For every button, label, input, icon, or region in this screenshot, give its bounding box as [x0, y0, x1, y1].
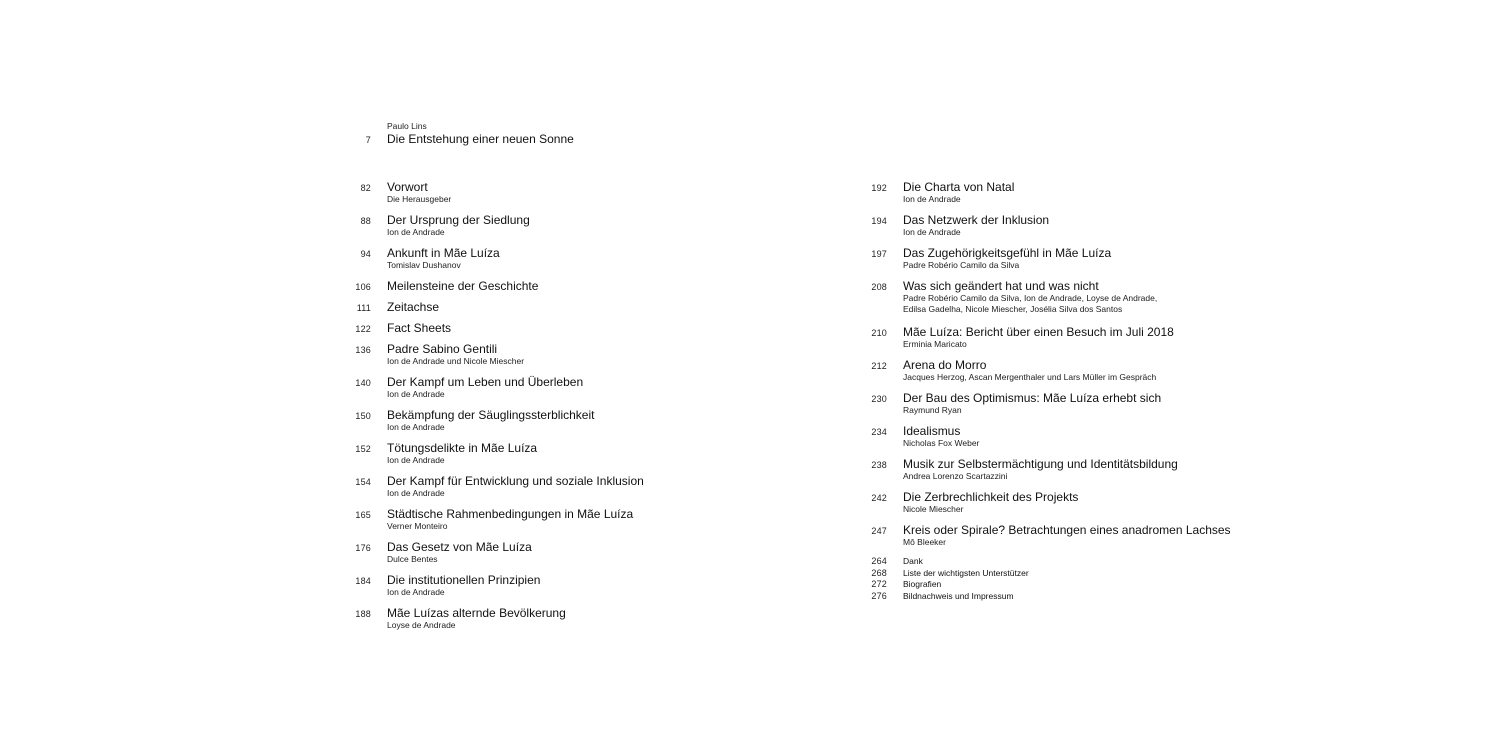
page-number: 208 — [871, 282, 887, 292]
intro-entry — [344, 121, 744, 146]
toc-entry — [860, 391, 1280, 416]
entry-author: Ion de Andrade — [387, 587, 445, 597]
appendix-item — [860, 556, 1280, 568]
toc-entry — [344, 213, 764, 238]
page-number: 197 — [871, 249, 887, 259]
entry-author: Padre Robério Camilo da Silva, Ion de Andrade, Loyse de Andrade, — [903, 293, 1158, 303]
entry-author: Ion de Andrade — [903, 194, 961, 204]
entry-author: Mô Bleeker — [903, 537, 946, 547]
entry-title: Das Zugehörigkeitsgefühl in Mãe Luíza — [903, 246, 1112, 260]
toc-entry — [860, 457, 1280, 482]
page-number: 242 — [871, 493, 887, 503]
entry-title: Bekämpfung der Säuglingssterblichkeit — [387, 408, 595, 422]
entry-title: Der Bau des Optimismus: Mãe Luíza erhebt sich — [903, 391, 1162, 405]
entry-title: Das Gesetz von Mãe Luíza — [387, 540, 532, 554]
toc-entry — [344, 180, 764, 205]
toc-entry — [860, 358, 1280, 383]
entry-title: Der Ursprung der Siedlung — [387, 213, 530, 227]
toc-entry — [860, 325, 1280, 350]
entry-author: Ion de Andrade — [387, 227, 445, 237]
appendix-label: Bildnachweis und Impressum — [903, 590, 1014, 601]
entry-title: Mãe Luízas alternde Bevölkerung — [387, 606, 566, 620]
page-number: 264 — [871, 556, 887, 566]
entry-author: Ion de Andrade — [387, 488, 445, 498]
entry-author: Ion de Andrade — [387, 389, 445, 399]
page-number: 140 — [355, 378, 371, 388]
entry-author: Andrea Lorenzo Scartazzini — [903, 471, 1008, 481]
entry-author: Ion de Andrade — [903, 227, 961, 237]
toc-right-column — [860, 180, 1280, 602]
appendix-item — [860, 568, 1280, 580]
entry-author: Ion de Andrade — [387, 422, 445, 432]
page-number: 230 — [871, 394, 887, 404]
page-number: 212 — [871, 361, 887, 371]
page-number: 154 — [355, 477, 371, 487]
page-number: 184 — [355, 576, 371, 586]
toc-entry — [860, 523, 1280, 548]
toc-entry — [344, 279, 764, 293]
page-number: 234 — [871, 427, 887, 437]
page-number: 192 — [871, 183, 887, 193]
entry-author: Jacques Herzog, Ascan Mergenthaler und Lars Müller im Gespräch — [903, 372, 1157, 382]
page-number: 176 — [355, 543, 371, 553]
page-number: 152 — [355, 444, 371, 454]
toc-entry — [860, 180, 1280, 205]
entry-title: Idealismus — [903, 424, 961, 438]
entry-author: Nicole Miescher — [903, 504, 964, 514]
entry-title: Vorwort — [387, 180, 428, 194]
entry-title: Zeitachse — [387, 300, 440, 314]
entry-title: Der Kampf für Entwicklung und soziale Inklusion — [387, 474, 644, 488]
page-number: 276 — [871, 590, 887, 601]
page-number: 194 — [871, 216, 887, 226]
entry-title: Städtische Rahmenbedingungen in Mãe Luíza — [387, 507, 634, 521]
toc-left-column — [344, 180, 764, 639]
entry-author: Ion de Andrade — [387, 455, 445, 465]
entry-author: Loyse de Andrade — [387, 620, 456, 630]
entry-title: Fact Sheets — [387, 321, 452, 335]
toc-entry — [344, 321, 764, 335]
entry-author: Erminia Maricato — [903, 339, 967, 349]
page-number: 88 — [360, 216, 371, 226]
entry-title: Tötungsdelikte in Mãe Luíza — [387, 441, 538, 455]
appendix-item — [860, 579, 1280, 591]
toc-entry — [344, 573, 764, 598]
toc-entry — [344, 375, 764, 400]
entry-title: Mãe Luíza: Bericht über einen Besuch im Juli 2018 — [903, 325, 1174, 339]
toc-entry — [344, 342, 764, 367]
page-number: 136 — [355, 345, 371, 355]
page-number: 122 — [355, 324, 371, 334]
entry-title: Kreis oder Spirale? Betrachtungen eines anadromen Lachses — [903, 523, 1231, 537]
entry-title: Die Charta von Natal — [903, 180, 1015, 194]
page-number: 82 — [360, 183, 371, 193]
right-entries — [860, 180, 1280, 548]
page-number: 165 — [355, 510, 371, 520]
page-number: 111 — [356, 303, 371, 313]
entry-title: Was sich geändert hat und was nicht — [903, 279, 1099, 293]
page-number: 94 — [360, 249, 371, 259]
entry-title: Die institutionellen Prinzipien — [387, 573, 541, 587]
page-number: 272 — [871, 579, 887, 589]
toc-entry — [344, 300, 764, 314]
appendix-item — [860, 591, 1280, 603]
appendix-label: Biografien — [903, 579, 942, 589]
entry-author: Nicholas Fox Weber — [903, 438, 980, 448]
toc-entry — [860, 279, 1280, 315]
page-number: 150 — [355, 411, 371, 421]
entry-author: Raymund Ryan — [903, 405, 962, 415]
entry-title: Arena do Morro — [903, 358, 987, 372]
entry-author: Edilsa Gadelha, Nicole Miescher, Josélia Silva dos Santos — [903, 304, 1123, 314]
toc-entry — [860, 213, 1280, 238]
entry-title: Die Entstehung einer neuen Sonne — [387, 132, 574, 146]
toc-entry — [344, 441, 764, 466]
entry-title: Der Kampf um Leben und Überleben — [387, 375, 584, 389]
entry-title: Das Netzwerk der Inklusion — [903, 213, 1050, 227]
page-number: 7 — [365, 135, 371, 145]
page-number: 210 — [871, 328, 887, 338]
entry-title: Musik zur Selbstermächtigung und Identitätsbildung — [903, 457, 1178, 471]
toc-entry — [344, 507, 764, 532]
appendix-list — [860, 556, 1280, 602]
toc-entry — [344, 474, 764, 499]
page-number: 268 — [871, 567, 887, 578]
appendix-label: Dank — [903, 556, 923, 566]
toc-entry — [344, 540, 764, 565]
toc-entry — [344, 408, 764, 433]
toc-entry — [344, 246, 764, 271]
entry-title: Meilensteine der Geschichte — [387, 279, 539, 293]
entry-title: Padre Sabino Gentili — [387, 342, 498, 356]
entry-title: Die Zerbrechlichkeit des Projekts — [903, 490, 1079, 504]
entry-author: Tomislav Dushanov — [387, 260, 461, 270]
toc-entry — [344, 606, 764, 631]
toc-entry — [344, 132, 744, 146]
toc-entry — [860, 246, 1280, 271]
toc-entry — [860, 490, 1280, 515]
toc-entry — [860, 424, 1280, 449]
entry-author: Ion de Andrade und Nicole Miescher — [387, 356, 525, 366]
entry-title: Ankunft in Mãe Luíza — [387, 246, 500, 260]
intro-author: Paulo Lins — [387, 121, 427, 131]
entry-author: Verner Monteiro — [387, 521, 448, 531]
entry-author: Padre Robério Camilo da Silva — [903, 260, 1020, 270]
entry-author: Dulce Bentes — [387, 554, 438, 564]
page-number: 106 — [355, 282, 371, 292]
page-number: 247 — [871, 526, 887, 536]
page-number: 188 — [355, 609, 371, 619]
appendix-label: Liste der wichtigsten Unterstützer — [903, 567, 1029, 578]
page-number: 238 — [871, 460, 887, 470]
entry-author: Die Herausgeber — [387, 194, 452, 204]
